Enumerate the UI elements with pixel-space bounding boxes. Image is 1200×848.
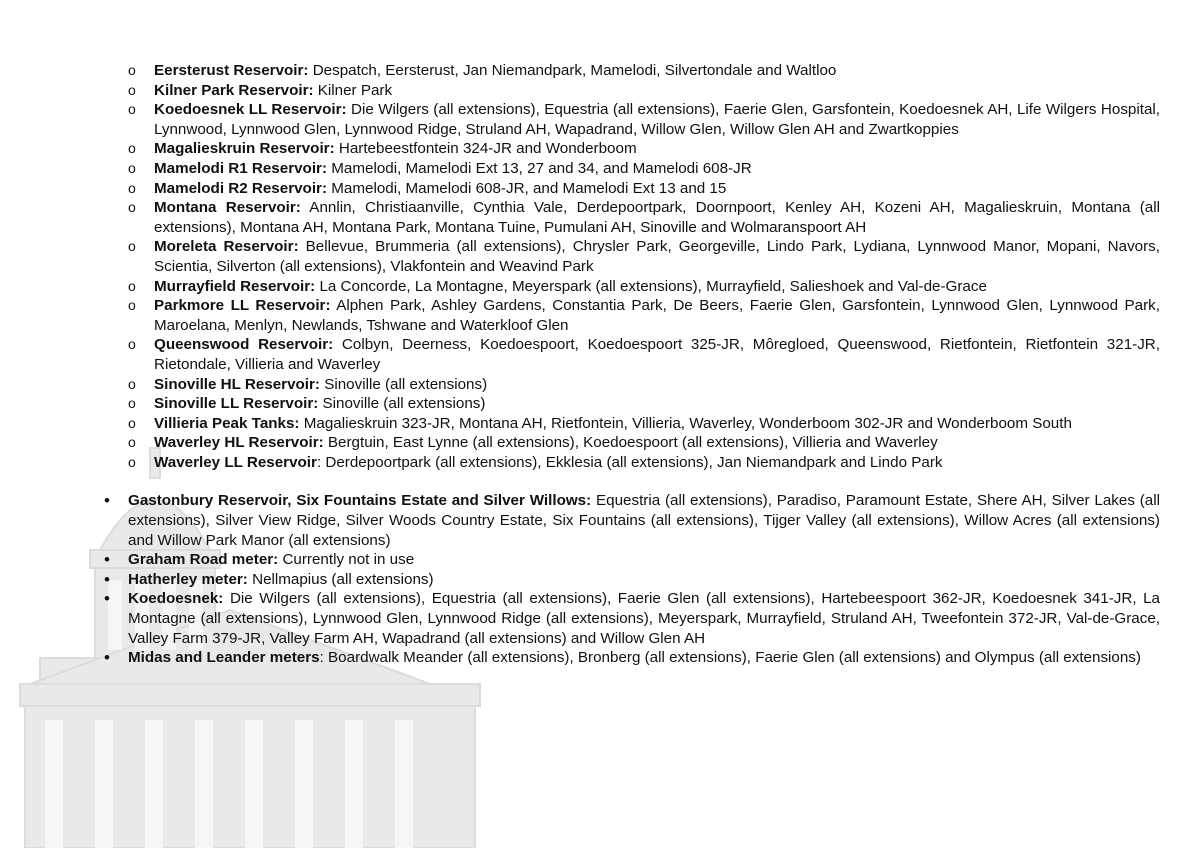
- supply-name: Hatherley meter:: [128, 570, 248, 588]
- list-item: [0, 198, 1200, 237]
- reservoir-name: Murrayfield Reservoir:: [154, 277, 316, 295]
- list-item: [0, 589, 1200, 648]
- list-item: [0, 159, 1200, 179]
- supply-name: Koedoesnek:: [128, 590, 224, 608]
- list-item: [0, 648, 1200, 668]
- reservoir-areas: Alphen Park, Ashley Gardens, Constantia Park, De Beers, Faerie Glen, Garsfontein, Lynnwood Glen, Lynnwood Park, Maroelana, Menlyn, Newlands, Tshwane and Waterkloof Glen: [154, 297, 1160, 334]
- reservoir-areas: Bellevue, Brummeria (all extensions), Chrysler Park, Georgeville, Lindo Park, Lydiana, Lynnwood Manor, Mopani, Navors, Scientia, Silverton (all extensions), Vlakfontein and Weavind Park: [154, 238, 1160, 275]
- list-item: [0, 237, 1200, 276]
- reservoir-name: Moreleta Reservoir:: [154, 238, 299, 256]
- reservoir-areas: : Derdepoortpark (all extensions), Ekklesia (all extensions), Jan Niemandpark and Lindo Park: [316, 453, 943, 471]
- list-item: [0, 433, 1200, 453]
- supply-areas: Currently not in use: [278, 551, 415, 569]
- supply-name: Graham Road meter:: [128, 551, 279, 569]
- list-item: [0, 550, 1200, 570]
- supply-name: Gastonbury Reservoir, Six Fountains Estate and Silver Willows:: [128, 492, 592, 510]
- list-item: [0, 570, 1200, 590]
- reservoir-name: Eersterust Reservoir:: [154, 62, 309, 79]
- reservoir-areas: Mamelodi, Mamelodi 608-JR, and Mamelodi Ext 13 and 15: [327, 179, 727, 197]
- document-body: [0, 61, 1200, 668]
- list-item: [0, 453, 1200, 473]
- reservoir-name: Villieria Peak Tanks:: [154, 414, 300, 432]
- reservoir-name: Montana Reservoir:: [154, 199, 301, 217]
- list-item: [0, 375, 1200, 395]
- reservoir-list: [0, 61, 1200, 472]
- reservoir-name: Sinoville LL Reservoir:: [154, 395, 319, 413]
- list-item: [0, 296, 1200, 335]
- reservoir-name: Sinoville HL Reservoir:: [154, 375, 320, 393]
- reservoir-name: Waverley LL Reservoir: [154, 453, 317, 471]
- reservoir-name: Magalieskruin Reservoir:: [154, 140, 335, 158]
- reservoir-areas: Colbyn, Deerness, Koedoespoort, Koedoespoort 325-JR, Môregloed, Queenswood, Rietfontein, Rietfontein 321-JR, Rietondale, Villieria and Waverley: [154, 336, 1160, 373]
- supply-areas: Nellmapius (all extensions): [247, 570, 434, 588]
- supply-areas: Die Wilgers (all extensions), Equestria (all extensions), Faerie Glen (all extensions), Hartebeespoort 362-JR, Koedoesnek 341-JR, La Montagne (all extensions), Lynnwood Glen, Lynnwood Ridge (all extensions), Meyerspark, Murrayfield, Struland AH, Tweefontein 372-JR, Val-de-Grace, Valley Farm 379-JR, Valley Farm AH, Wapadrand (all extensions) and Willow Glen AH: [128, 590, 1160, 647]
- list-item: [0, 335, 1200, 374]
- list-item: [0, 414, 1200, 434]
- reservoir-areas: Annlin, Christiaanville, Cynthia Vale, Derdepoortpark, Doornpoort, Kenley AH, Kozeni AH, Magalieskruin, Montana (all extensions), Montana AH, Montana Park, Montana Tuine, Pumulani AH, Sinoville and Wolmaranspoort AH: [154, 199, 1160, 236]
- reservoir-areas: Mamelodi, Mamelodi Ext 13, 27 and 34, and Mamelodi 608-JR: [327, 159, 752, 177]
- reservoir-name: Parkmore LL Reservoir:: [154, 297, 331, 315]
- reservoir-name: Kilner Park Reservoir:: [154, 81, 314, 99]
- reservoir-areas: Kilner Park: [313, 81, 393, 99]
- reservoir-name: Waverley HL Reservoir:: [154, 434, 324, 452]
- reservoir-areas: Bergtuin, East Lynne (all extensions), Koedoespoort (all extensions), Villieria and Waverley: [323, 434, 938, 452]
- reservoir-areas: Sinoville (all extensions): [318, 395, 486, 413]
- list-item: [0, 61, 1200, 81]
- list-item: [0, 81, 1200, 101]
- supply-areas: Equestria (all extensions), Paradiso, Paramount Estate, Shere AH, Silver Lakes (all extensions), Silver View Ridge, Silver Woods Country Estate, Six Fountains (all extensions), Tijger Valley (all extensions), Willow Acres (all extensions) and Willow Park Manor (all extensions): [128, 492, 1160, 549]
- reservoir-name: Queenswood Reservoir:: [154, 336, 334, 354]
- reservoir-areas: Magalieskruin 323-JR, Montana AH, Rietfontein, Villieria, Waverley, Wonderboom 302-JR and Wonderboom South: [299, 414, 1072, 432]
- reservoir-areas: La Concorde, La Montagne, Meyerspark (all extensions), Murrayfield, Salieshoek and Val-de-Grace: [315, 277, 987, 295]
- reservoir-name: Mamelodi R1 Reservoir:: [154, 159, 328, 177]
- supply-list: [0, 491, 1200, 667]
- reservoir-name: Mamelodi R2 Reservoir:: [154, 179, 328, 197]
- list-item: [0, 179, 1200, 199]
- list-item: [0, 100, 1200, 139]
- reservoir-areas: Sinoville (all extensions): [320, 375, 488, 393]
- reservoir-areas: Die Wilgers (all extensions), Equestria (all extensions), Faerie Glen, Garsfontein, Koedoesnek AH, Life Wilgers Hospital, Lynnwood, Lynnwood Glen, Lynnwood Ridge, Struland AH, Wapadrand, Willow Glen, Willow Glen AH and Zwartkoppies: [154, 101, 1160, 138]
- reservoir-name: Koedoesnek LL Reservoir:: [154, 101, 347, 119]
- list-item: [0, 394, 1200, 414]
- list-item: [0, 139, 1200, 159]
- list-item: [0, 491, 1200, 550]
- reservoir-areas: Hartebeestfontein 324-JR and Wonderboom: [334, 140, 637, 158]
- list-item: [0, 277, 1200, 297]
- supply-name: Midas and Leander meters: [128, 649, 320, 667]
- reservoir-areas: Despatch, Eersterust, Jan Niemandpark, Mamelodi, Silvertondale and Waltloo: [308, 62, 837, 79]
- supply-areas: : Boardwalk Meander (all extensions), Bronberg (all extensions), Faerie Glen (all extensions) and Olympus (all extensions): [319, 649, 1141, 667]
